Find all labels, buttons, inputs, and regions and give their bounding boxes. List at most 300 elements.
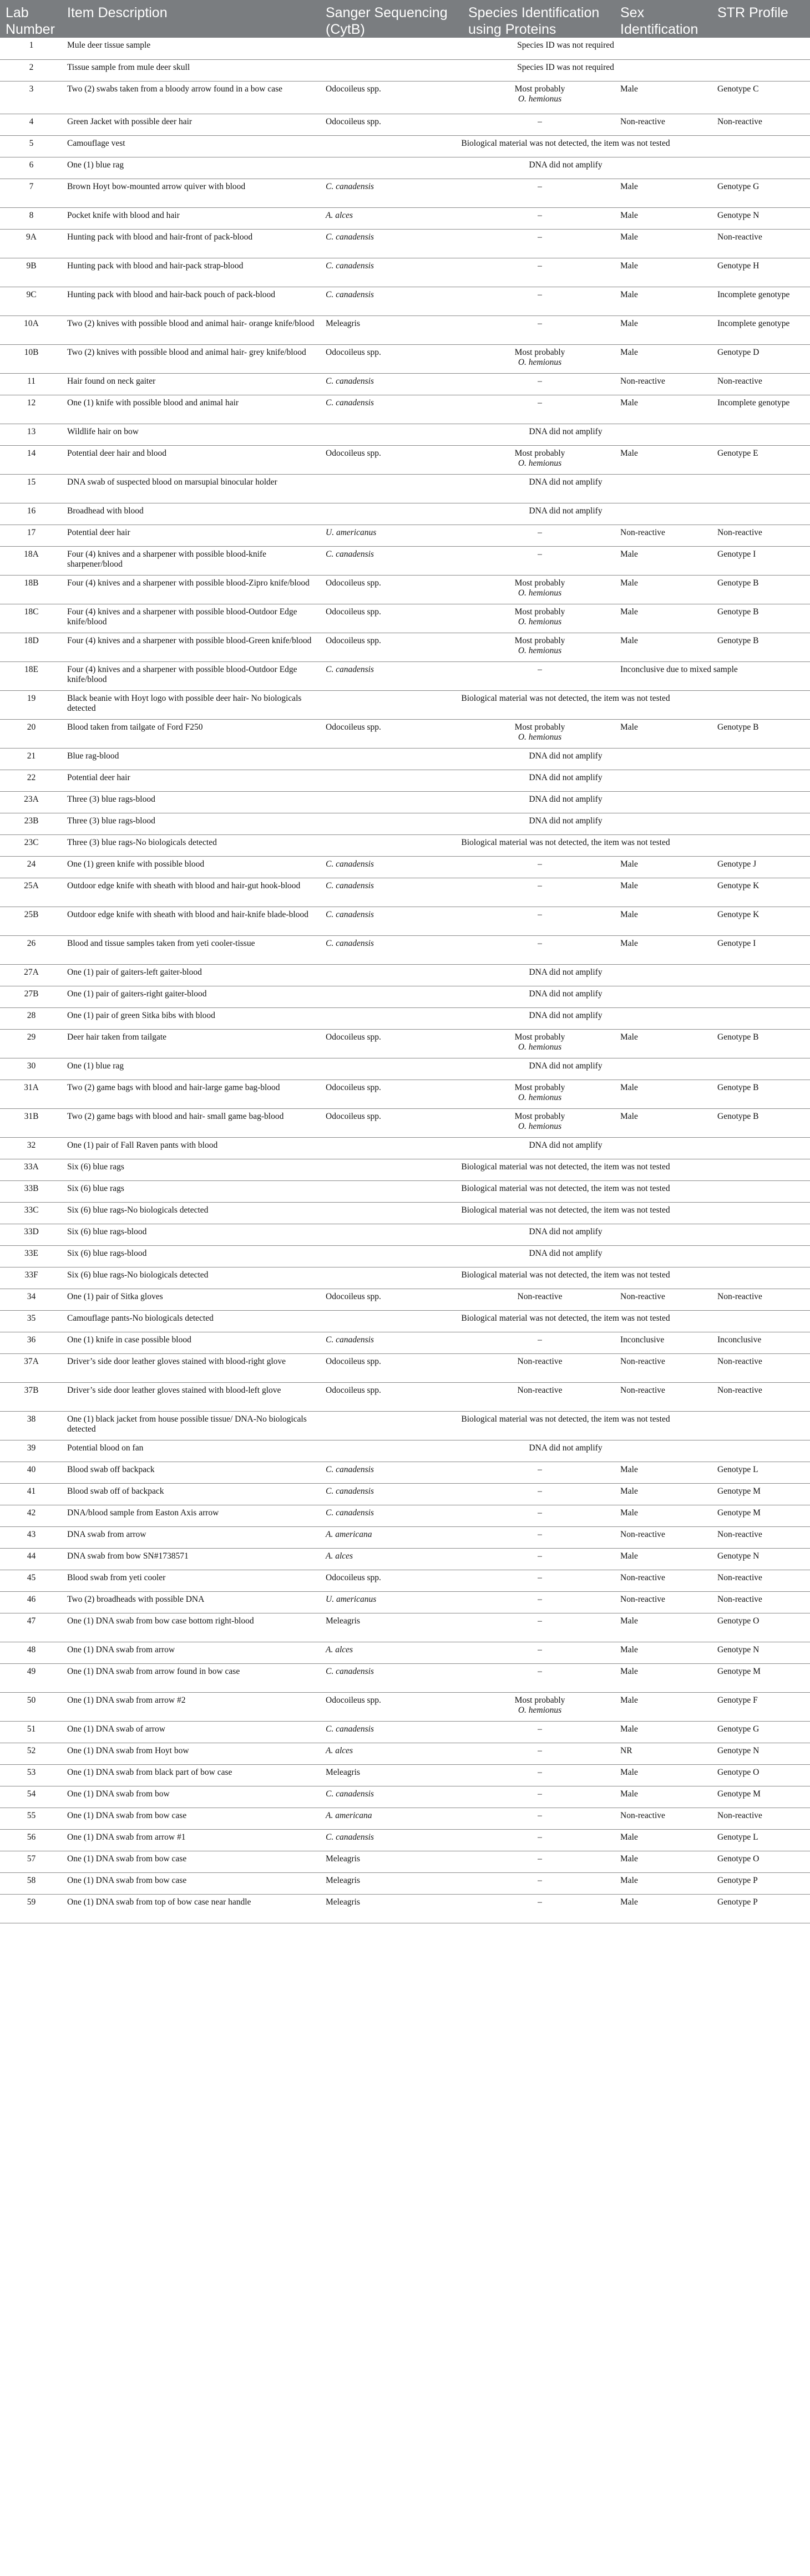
sex-result-cell: Male [616, 445, 713, 474]
item-description-cell: Deer hair taken from tailgate [63, 1029, 321, 1058]
lab-number-cell: 27A [0, 964, 63, 986]
item-description-cell: DNA swab from arrow [63, 1526, 321, 1548]
sex-result-cell: Male [616, 1613, 713, 1642]
sanger-result-cell: A. americana [321, 1808, 464, 1829]
sanger-result-cell: U. americanus [321, 1591, 464, 1613]
lab-number-cell: 35 [0, 1310, 63, 1332]
sex-result-cell: Male [616, 1080, 713, 1108]
sex-result-cell: Male [616, 258, 713, 287]
str-profile-cell: Genotype C [713, 81, 810, 114]
table-row [0, 546, 810, 575]
sanger-result-cell: C. canadensis [321, 907, 464, 935]
lab-number-cell: 9B [0, 258, 63, 287]
str-profile-cell: Genotype N [713, 207, 810, 229]
item-description-cell: Outdoor edge knife with sheath with blood and hair-knife blade-blood [63, 907, 321, 935]
table-row [0, 791, 810, 813]
sex-result-cell: Non-reactive [616, 1526, 713, 1548]
lab-number-cell: 11 [0, 373, 63, 395]
table-row [0, 315, 810, 344]
sanger-result-cell: C. canadensis [321, 229, 464, 258]
item-description-cell: Driver’s side door leather gloves stained with blood-left glove [63, 1382, 321, 1411]
lab-number-cell: 58 [0, 1872, 63, 1894]
protein-result-cell: Non-reactive [464, 1382, 616, 1411]
table-body [0, 38, 810, 1923]
item-description-cell: Hunting pack with blood and hair-front of pack-blood [63, 229, 321, 258]
sanger-result-cell: Meleagris [321, 1872, 464, 1894]
merged-result-cell: DNA did not amplify [321, 1007, 810, 1029]
protein-result-cell: – [464, 1808, 616, 1829]
item-description-cell: Potential deer hair [63, 525, 321, 546]
lab-number-cell: 20 [0, 719, 63, 748]
lab-number-cell: 50 [0, 1692, 63, 1721]
lab-number-cell: 18B [0, 575, 63, 604]
protein-result-cell: – [464, 525, 616, 546]
sex-result-cell: Non-reactive [616, 1382, 713, 1411]
protein-result-cell: – [464, 287, 616, 315]
lab-number-cell: 33A [0, 1159, 63, 1180]
lab-number-cell: 36 [0, 1332, 63, 1353]
lab-number-cell: 3 [0, 81, 63, 114]
protein-result-cell: – [464, 1642, 616, 1663]
protein-result-cell: – [464, 1663, 616, 1692]
lab-number-cell: 37A [0, 1353, 63, 1382]
str-profile-cell: Genotype G [713, 179, 810, 207]
merged-result-cell: DNA did not amplify [321, 1058, 810, 1080]
lab-number-cell: 43 [0, 1526, 63, 1548]
sex-result-cell: Male [616, 1462, 713, 1483]
lab-number-cell: 57 [0, 1851, 63, 1872]
lab-number-cell: 33E [0, 1245, 63, 1267]
str-profile-cell: Genotype J [713, 856, 810, 878]
lab-number-cell: 33D [0, 1224, 63, 1245]
item-description-cell: Two (2) game bags with blood and hair-large game bag-blood [63, 1080, 321, 1108]
merged-result-cell: Species ID was not required [321, 38, 810, 59]
lab-number-cell: 34 [0, 1289, 63, 1310]
sanger-result-cell: Meleagris [321, 315, 464, 344]
sex-result-cell: Male [616, 719, 713, 748]
sex-result-cell: Male [616, 575, 713, 604]
lab-number-cell: 10B [0, 344, 63, 373]
sanger-result-cell: C. canadensis [321, 856, 464, 878]
str-profile-cell: Genotype E [713, 445, 810, 474]
sex-result-cell: Male [616, 856, 713, 878]
table-row [0, 719, 810, 748]
str-profile-cell: Genotype P [713, 1872, 810, 1894]
lab-number-cell: 45 [0, 1570, 63, 1591]
table-row [0, 1548, 810, 1570]
item-description-cell: Four (4) knives and a sharpener with possible blood-Green knife/blood [63, 633, 321, 661]
lab-number-cell: 18E [0, 661, 63, 690]
str-profile-cell: Genotype L [713, 1829, 810, 1851]
lab-number-cell: 12 [0, 395, 63, 424]
sanger-result-cell: Odocoileus spp. [321, 1289, 464, 1310]
protein-result-cell: – [464, 1786, 616, 1808]
table-row [0, 1411, 810, 1440]
item-description-cell: One (1) DNA swab from Hoyt bow [63, 1743, 321, 1764]
sex-result-cell: Male [616, 546, 713, 575]
lab-number-cell: 33C [0, 1202, 63, 1224]
str-profile-cell: Genotype O [713, 1851, 810, 1872]
protein-result-cell: – [464, 1764, 616, 1786]
item-description-cell: One (1) DNA swab from arrow #2 [63, 1692, 321, 1721]
item-description-cell: Potential deer hair and blood [63, 445, 321, 474]
table-row [0, 813, 810, 834]
protein-result-cell: – [464, 1505, 616, 1526]
merged-result-cell: Biological material was not detected, the item was not tested [321, 834, 810, 856]
str-profile-cell: Genotype L [713, 1462, 810, 1483]
table-row [0, 1180, 810, 1202]
item-description-cell: Camouflage pants-No biologicals detected [63, 1310, 321, 1332]
protein-result-cell: – [464, 661, 616, 690]
merged-result-cell: DNA did not amplify [321, 791, 810, 813]
str-profile-cell: Genotype B [713, 719, 810, 748]
merged-result-cell: Biological material was not detected, the item was not tested [321, 135, 810, 157]
lab-number-cell: 13 [0, 424, 63, 445]
item-description-cell: Camouflage vest [63, 135, 321, 157]
lab-number-cell: 23C [0, 834, 63, 856]
table-row [0, 1721, 810, 1743]
sanger-result-cell: C. canadensis [321, 1829, 464, 1851]
str-profile-cell: Inconclusive [713, 1332, 810, 1353]
str-profile-cell: Non-reactive [713, 114, 810, 135]
str-profile-cell: Genotype M [713, 1483, 810, 1505]
str-profile-cell: Non-reactive [713, 373, 810, 395]
item-description-cell: Green Jacket with possible deer hair [63, 114, 321, 135]
table-row [0, 1692, 810, 1721]
lab-number-cell: 40 [0, 1462, 63, 1483]
item-description-cell: Six (6) blue rags-blood [63, 1245, 321, 1267]
item-description-cell: One (1) DNA swab from arrow [63, 1642, 321, 1663]
merged-result-cell: Biological material was not detected, the item was not tested [321, 1310, 810, 1332]
merged-result-cell: Biological material was not detected, the item was not tested [321, 690, 810, 719]
str-profile-cell: Genotype F [713, 1692, 810, 1721]
sex-result-cell: Male [616, 907, 713, 935]
table-row [0, 1505, 810, 1526]
protein-result-cell: – [464, 258, 616, 287]
item-description-cell: One (1) pair of gaiters-left gaiter-blood [63, 964, 321, 986]
table-row [0, 770, 810, 791]
lab-number-cell: 52 [0, 1743, 63, 1764]
str-profile-cell: Genotype O [713, 1613, 810, 1642]
table-row [0, 1332, 810, 1353]
sanger-result-cell: C. canadensis [321, 287, 464, 315]
merged-result-cell: Biological material was not detected, the item was not tested [321, 1267, 810, 1289]
sex-result-cell: Male [616, 229, 713, 258]
sex-result-cell: Male [616, 1851, 713, 1872]
str-profile-cell: Genotype O [713, 1764, 810, 1786]
str-profile-cell: Genotype I [713, 546, 810, 575]
merged-result-cell: DNA did not amplify [321, 964, 810, 986]
str-profile-cell: Non-reactive [713, 1382, 810, 1411]
protein-result-cell: Most probably O. hemionus [464, 719, 616, 748]
sex-result-cell: Male [616, 1894, 713, 1923]
item-description-cell: One (1) DNA swab from bow case [63, 1872, 321, 1894]
protein-result-cell: – [464, 1332, 616, 1353]
merged-result-cell: DNA did not amplify [321, 813, 810, 834]
lab-number-cell: 9A [0, 229, 63, 258]
lab-number-cell: 2 [0, 59, 63, 81]
lab-number-cell: 23B [0, 813, 63, 834]
item-description-cell: Black beanie with Hoyt logo with possible deer hair- No biologicals detected [63, 690, 321, 719]
item-description-cell: Two (2) knives with possible blood and animal hair- grey knife/blood [63, 344, 321, 373]
table-row [0, 1159, 810, 1180]
sanger-result-cell: C. canadensis [321, 1786, 464, 1808]
lab-number-cell: 37B [0, 1382, 63, 1411]
sanger-result-cell: C. canadensis [321, 373, 464, 395]
table-row [0, 59, 810, 81]
sanger-result-cell: Odocoileus spp. [321, 81, 464, 114]
sex-result-cell: Non-reactive [616, 1353, 713, 1382]
item-description-cell: Two (2) swabs taken from a bloody arrow found in a bow case [63, 81, 321, 114]
item-description-cell: Mule deer tissue sample [63, 38, 321, 59]
sanger-result-cell: C. canadensis [321, 1332, 464, 1353]
sanger-result-cell: C. canadensis [321, 1663, 464, 1692]
protein-result-cell: – [464, 1483, 616, 1505]
item-description-cell: Blood and tissue samples taken from yeti cooler-tissue [63, 935, 321, 964]
protein-result-cell: – [464, 207, 616, 229]
sex-result-cell: Male [616, 1721, 713, 1743]
protein-result-cell: Non-reactive [464, 1353, 616, 1382]
lab-number-cell: 15 [0, 474, 63, 503]
sex-result-cell: Male [616, 604, 713, 633]
protein-result-cell: Most probably O. hemionus [464, 575, 616, 604]
header-species-id-proteins: Species Identification using Proteins [464, 0, 616, 38]
item-description-cell: Four (4) knives and a sharpener with possible blood-Zipro knife/blood [63, 575, 321, 604]
table-row [0, 1851, 810, 1872]
lab-number-cell: 16 [0, 503, 63, 525]
item-description-cell: Six (6) blue rags [63, 1180, 321, 1202]
table-row [0, 1829, 810, 1851]
table-row [0, 179, 810, 207]
merged-result-cell: DNA did not amplify [321, 986, 810, 1007]
table-row [0, 1029, 810, 1058]
str-profile-cell: Genotype K [713, 907, 810, 935]
table-row [0, 424, 810, 445]
table-row [0, 633, 810, 661]
sanger-result-cell: A. americana [321, 1526, 464, 1548]
lab-number-cell: 9C [0, 287, 63, 315]
sex-result-cell: Male [616, 287, 713, 315]
item-description-cell: Six (6) blue rags-No biologicals detected [63, 1267, 321, 1289]
table-row [0, 1591, 810, 1613]
lab-number-cell: 21 [0, 748, 63, 770]
lab-number-cell: 44 [0, 1548, 63, 1570]
protein-result-cell: – [464, 1851, 616, 1872]
protein-result-cell: – [464, 114, 616, 135]
sanger-result-cell: Odocoileus spp. [321, 1692, 464, 1721]
table-row [0, 1353, 810, 1382]
protein-result-cell: – [464, 1526, 616, 1548]
table-row [0, 1137, 810, 1159]
lab-number-cell: 7 [0, 179, 63, 207]
sanger-result-cell: A. alces [321, 1548, 464, 1570]
sanger-result-cell: Meleagris [321, 1613, 464, 1642]
str-profile-cell: Non-reactive [713, 1526, 810, 1548]
table-row [0, 935, 810, 964]
item-description-cell: One (1) knife in case possible blood [63, 1332, 321, 1353]
table-row [0, 1808, 810, 1829]
sanger-result-cell: A. alces [321, 1642, 464, 1663]
sex-result-cell: Non-reactive [616, 1591, 713, 1613]
protein-result-cell: – [464, 179, 616, 207]
lab-number-cell: 19 [0, 690, 63, 719]
str-profile-cell: Genotype G [713, 1721, 810, 1743]
merged-result-cell: DNA did not amplify [321, 157, 810, 179]
protein-result-cell: Most probably O. hemionus [464, 445, 616, 474]
table-row [0, 575, 810, 604]
table-row [0, 1786, 810, 1808]
item-description-cell: Six (6) blue rags-blood [63, 1224, 321, 1245]
sex-result-cell: Male [616, 1029, 713, 1058]
protein-result-cell: – [464, 373, 616, 395]
merged-result-cell: Biological material was not detected, the item was not tested [321, 1411, 810, 1440]
lab-number-cell: 17 [0, 525, 63, 546]
sanger-result-cell: C. canadensis [321, 546, 464, 575]
str-profile-cell: Genotype M [713, 1786, 810, 1808]
item-description-cell: Hunting pack with blood and hair-pack strap-blood [63, 258, 321, 287]
merged-result-cell: Biological material was not detected, the item was not tested [321, 1202, 810, 1224]
sanger-result-cell: C. canadensis [321, 179, 464, 207]
str-profile-cell: Incomplete genotype [713, 395, 810, 424]
str-profile-cell: Non-reactive [713, 1353, 810, 1382]
sanger-result-cell: Odocoileus spp. [321, 1108, 464, 1137]
sex-result-cell: Non-reactive [616, 114, 713, 135]
str-profile-cell: Incomplete genotype [713, 315, 810, 344]
protein-result-cell: – [464, 546, 616, 575]
table-row [0, 856, 810, 878]
item-description-cell: Four (4) knives and a sharpener with possible blood-Outdoor Edge knife/blood [63, 604, 321, 633]
item-description-cell: One (1) blue rag [63, 157, 321, 179]
item-description-cell: One (1) DNA swab from top of bow case near handle [63, 1894, 321, 1923]
table-row [0, 690, 810, 719]
lab-number-cell: 24 [0, 856, 63, 878]
protein-result-cell: – [464, 1894, 616, 1923]
sanger-result-cell: C. canadensis [321, 1462, 464, 1483]
table-row [0, 207, 810, 229]
item-description-cell: One (1) DNA swab from bow case [63, 1851, 321, 1872]
table-row [0, 258, 810, 287]
item-description-cell: Three (3) blue rags-blood [63, 813, 321, 834]
table-row [0, 1108, 810, 1137]
item-description-cell: DNA/blood sample from Easton Axis arrow [63, 1505, 321, 1526]
str-profile-cell: Genotype N [713, 1743, 810, 1764]
sanger-result-cell: Odocoileus spp. [321, 1029, 464, 1058]
sex-result-cell: Male [616, 1786, 713, 1808]
protein-result-cell: Most probably O. hemionus [464, 344, 616, 373]
lab-number-cell: 18A [0, 546, 63, 575]
lab-number-cell: 48 [0, 1642, 63, 1663]
str-profile-cell: Genotype M [713, 1505, 810, 1526]
lab-number-cell: 33F [0, 1267, 63, 1289]
item-description-cell: Blood swab off of backpack [63, 1483, 321, 1505]
table-row [0, 344, 810, 373]
item-description-cell: Blue rag-blood [63, 748, 321, 770]
table-row [0, 1642, 810, 1663]
merged-result-cell: Biological material was not detected, the item was not tested [321, 1159, 810, 1180]
str-profile-cell: Genotype B [713, 633, 810, 661]
item-description-cell: One (1) black jacket from house possible tissue/ DNA-No biologicals detected [63, 1411, 321, 1440]
sanger-result-cell: C. canadensis [321, 661, 464, 690]
table-row [0, 1872, 810, 1894]
protein-result-cell: – [464, 856, 616, 878]
item-description-cell: Driver’s side door leather gloves stained with blood-right glove [63, 1353, 321, 1382]
protein-result-cell: Most probably O. hemionus [464, 633, 616, 661]
item-description-cell: Outdoor edge knife with sheath with blood and hair-gut hook-blood [63, 878, 321, 907]
sanger-result-cell: C. canadensis [321, 878, 464, 907]
sanger-result-cell: Odocoileus spp. [321, 1382, 464, 1411]
sex-result-cell: Male [616, 1483, 713, 1505]
lab-number-cell: 42 [0, 1505, 63, 1526]
str-profile-cell: Non-reactive [713, 1591, 810, 1613]
table-row [0, 135, 810, 157]
table-row [0, 395, 810, 424]
str-profile-cell: Incomplete genotype [713, 287, 810, 315]
merged-result-cell: DNA did not amplify [321, 748, 810, 770]
lab-number-cell: 47 [0, 1613, 63, 1642]
protein-result-cell: – [464, 1591, 616, 1613]
str-profile-cell: Non-reactive [713, 1289, 810, 1310]
lab-number-cell: 55 [0, 1808, 63, 1829]
sex-str-merged-cell: Inconclusive due to mixed sample [616, 661, 810, 690]
item-description-cell: Broadhead with blood [63, 503, 321, 525]
item-description-cell: Four (4) knives and a sharpener with possible blood-knife sharpener/blood [63, 546, 321, 575]
merged-result-cell: Biological material was not detected, the item was not tested [321, 1180, 810, 1202]
lab-number-cell: 5 [0, 135, 63, 157]
sex-result-cell: Male [616, 1642, 713, 1663]
lab-number-cell: 32 [0, 1137, 63, 1159]
item-description-cell: Potential deer hair [63, 770, 321, 791]
item-description-cell: One (1) knife with possible blood and animal hair [63, 395, 321, 424]
table-row [0, 38, 810, 59]
item-description-cell: Three (3) blue rags-blood [63, 791, 321, 813]
table-row [0, 114, 810, 135]
sanger-result-cell: Odocoileus spp. [321, 633, 464, 661]
header-sanger-sequencing: Sanger Sequencing (CytB) [321, 0, 464, 38]
sanger-result-cell: C. canadensis [321, 1721, 464, 1743]
table-row [0, 373, 810, 395]
protein-result-cell: – [464, 1743, 616, 1764]
sex-result-cell: Male [616, 1548, 713, 1570]
lab-number-cell: 4 [0, 114, 63, 135]
sanger-result-cell: Odocoileus spp. [321, 445, 464, 474]
sex-result-cell: Inconclusive [616, 1332, 713, 1353]
str-profile-cell: Genotype B [713, 1080, 810, 1108]
protein-result-cell: – [464, 1613, 616, 1642]
table-row [0, 986, 810, 1007]
item-description-cell: Hair found on neck gaiter [63, 373, 321, 395]
sex-result-cell: Male [616, 1108, 713, 1137]
item-description-cell: One (1) blue rag [63, 1058, 321, 1080]
lab-number-cell: 1 [0, 38, 63, 59]
item-description-cell: One (1) green knife with possible blood [63, 856, 321, 878]
table-row [0, 1570, 810, 1591]
item-description-cell: Hunting pack with blood and hair-back pouch of pack-blood [63, 287, 321, 315]
str-profile-cell: Genotype B [713, 1108, 810, 1137]
header-sex-identification: Sex Identification [616, 0, 713, 38]
sex-result-cell: Male [616, 1692, 713, 1721]
str-profile-cell: Genotype K [713, 878, 810, 907]
protein-result-cell: – [464, 1570, 616, 1591]
merged-result-cell: DNA did not amplify [321, 1137, 810, 1159]
table-row [0, 1462, 810, 1483]
protein-result-cell: Most probably O. hemionus [464, 1692, 616, 1721]
sanger-result-cell: Odocoileus spp. [321, 604, 464, 633]
sanger-result-cell: C. canadensis [321, 1483, 464, 1505]
sanger-result-cell: C. canadensis [321, 935, 464, 964]
str-profile-cell: Genotype D [713, 344, 810, 373]
sex-result-cell: Male [616, 1505, 713, 1526]
sanger-result-cell: C. canadensis [321, 395, 464, 424]
